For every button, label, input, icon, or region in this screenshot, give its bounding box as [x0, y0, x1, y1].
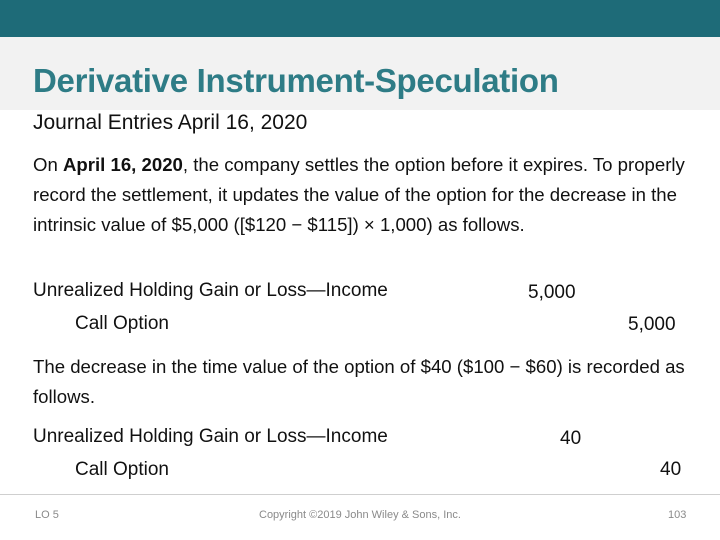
entry2-debit-account: Unrealized Holding Gain or Loss—Income	[33, 426, 388, 447]
footer-page-number: 103	[668, 509, 687, 521]
slide-subtitle: Journal Entries April 16, 2020	[33, 111, 308, 134]
para1-prefix: On	[33, 154, 63, 175]
slide-title: Derivative Instrument-Speculation	[33, 62, 559, 99]
footer-copyright: Copyright ©2019 John Wiley & Sons, Inc.	[259, 509, 461, 521]
paragraph-time-value: The decrease in the time value of the option of $40 ($100 − $60) is recorded as follows.	[33, 356, 685, 407]
para1-date: April 16, 2020	[62, 154, 183, 175]
para1-rest: , the company settles the option before it expires. To properly record the settlement, it updates the value of the option for the decrease in the intrinsic value of $5,000 ([$120 − $115]) × 1,000) as follows.	[33, 154, 685, 235]
entry2-debit-amount: 40	[560, 428, 582, 449]
entry2-credit-amount: 40	[660, 459, 682, 480]
footer-learning-objective: LO 5	[35, 509, 59, 521]
entry1-debit-account: Unrealized Holding Gain or Loss—Income	[33, 280, 388, 301]
entry1-debit-amount: 5,000	[528, 282, 576, 303]
entry2-credit-account: Call Option	[75, 459, 169, 480]
entry1-credit-amount: 5,000	[628, 314, 676, 335]
footer-divider	[0, 494, 720, 495]
entry1-credit-account: Call Option	[75, 313, 169, 334]
top-bar	[0, 0, 720, 37]
paragraph-settlement	[33, 150, 693, 240]
